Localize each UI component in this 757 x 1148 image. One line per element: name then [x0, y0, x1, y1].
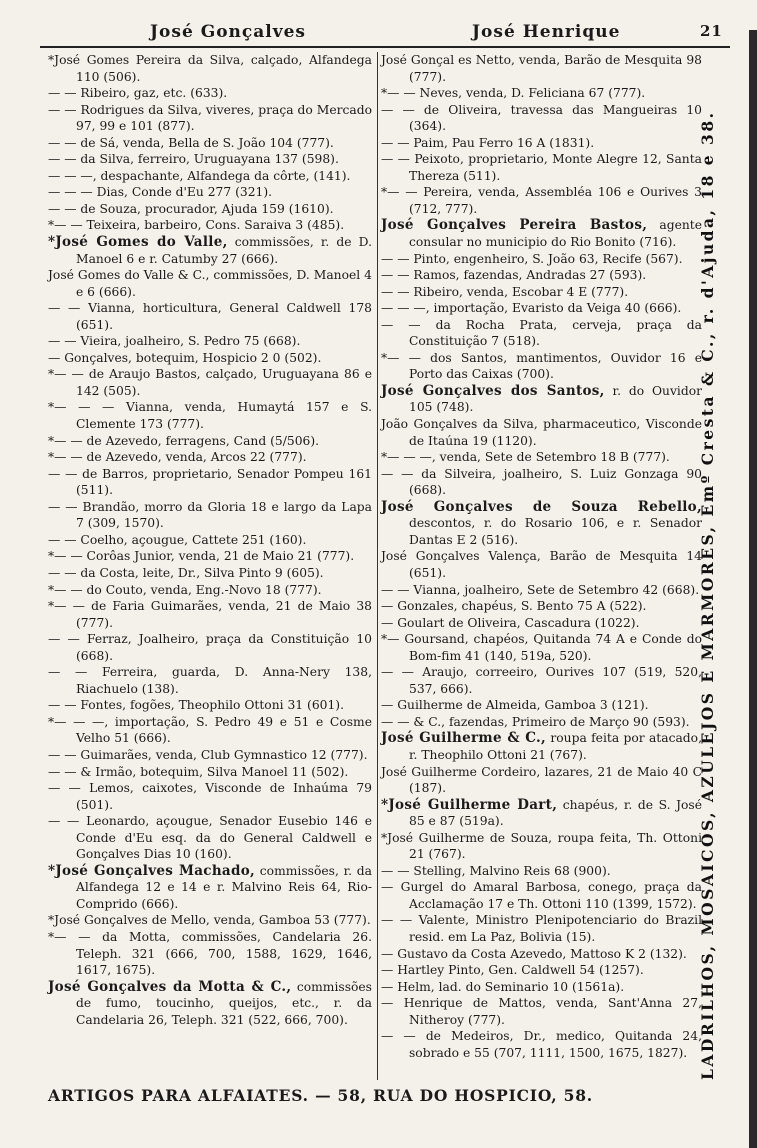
page-number: 21	[700, 22, 723, 40]
entry-text: João Gonçalves da Silva, pharmaceutico, Visconde de Itaúna 19 (1120).	[381, 417, 702, 448]
entry-text: — — Ferreira, guarda, D. Anna-Nery 138, Riachuelo (138).	[48, 665, 372, 696]
entry-text: *— — Neves, venda, D. Feliciana 67 (777).	[381, 86, 646, 101]
entry-name: José Guilherme & C.,	[381, 730, 547, 747]
directory-entry	[381, 284, 702, 301]
entry-text: — — de Barros, proprietario, Senador Pompeu 161 (511).	[48, 466, 372, 498]
directory-entry	[48, 300, 372, 333]
entry-text: — — Peixoto, proprietario, Monte Alegre 12, Santa Thereza (511).	[381, 152, 702, 183]
entry-text: *José Gonçalves de Mello, venda, Gamboa 53 (777).	[48, 913, 371, 928]
entry-text: — — & Irmão, botequim, Silva Manoel 11 (502).	[48, 764, 349, 779]
running-header-right: José Henrique	[472, 22, 621, 42]
directory-entry	[381, 598, 702, 615]
entry-text: descontos, r. do Rosario 106, e r. Senador Dantas E 2 (516).	[409, 516, 702, 547]
entry-text: *— — de Azevedo, venda, Arcos 22 (777).	[48, 450, 307, 465]
directory-entry	[48, 366, 372, 399]
entry-text: — — Stelling, Malvino Reis 68 (900).	[381, 863, 611, 878]
entry-text: José Gomes do Valle & C., commissões, D. Manoel 4 e 6 (666).	[48, 268, 372, 299]
directory-entry	[381, 879, 702, 912]
directory-entry	[381, 764, 702, 797]
entry-text: — — Vianna, horticultura, General Caldwell 178 (651).	[48, 301, 372, 332]
directory-entry	[48, 433, 372, 450]
entry-text: *— — — Vianna, venda, Humaytá 157 e S. Clemente 173 (777).	[48, 400, 372, 432]
directory-entry	[381, 383, 702, 416]
column-divider	[377, 52, 378, 1080]
directory-entry	[48, 151, 372, 168]
entry-text: r. do Ouvidor 105 (748).	[409, 383, 702, 415]
entry-name: *José Guilherme Dart,	[381, 796, 558, 813]
sidebar-advertisement: LADRILHOS, MOSAICOS, AZULEJOS E MARMORES, Emº Cresta & C., r. d'Ajuda, 18 e 38.	[698, 110, 717, 1080]
entry-text: — — Vianna, joalheiro, Sete de Setembro 42 (668).	[381, 582, 700, 597]
entry-text: — — Ferraz, Joalheiro, praça da Constituição 10 (668).	[48, 632, 372, 663]
directory-entry	[48, 267, 372, 300]
directory-entry	[381, 979, 702, 996]
directory-entry	[48, 201, 372, 218]
entry-text: — — Brandão, morro da Gloria 18 e largo da Lapa 7 (309, 1570).	[48, 499, 372, 531]
directory-entry	[381, 830, 702, 863]
directory-entry	[381, 863, 702, 880]
entry-text: — — Vieira, joalheiro, S. Pedro 75 (668).	[48, 334, 301, 349]
directory-entry	[48, 598, 372, 631]
entry-text: — — Pinto, engenheiro, S. João 63, Recife (567).	[381, 251, 683, 266]
left-column	[48, 52, 372, 1028]
directory-entry	[381, 267, 702, 284]
directory-entry	[48, 979, 372, 1029]
directory-entry	[48, 184, 372, 201]
directory-entry	[381, 350, 702, 383]
entry-name: *José Gonçalves Machado,	[48, 862, 256, 879]
directory-entry	[381, 449, 702, 466]
directory-entry	[381, 995, 702, 1028]
entry-name: José Gonçalves Pereira Bastos,	[381, 217, 648, 234]
directory-entry	[381, 151, 702, 184]
entry-text: — — de Souza, procurador, Ajuda 159 (1610).	[48, 201, 334, 216]
entry-text: — — Fontes, fogões, Theophilo Ottoni 31 (601).	[48, 698, 345, 713]
directory-entry	[381, 912, 702, 945]
directory-entry	[48, 764, 372, 781]
entry-text: *— Goursand, chapéos, Quitanda 74 A e Conde do Bom-fim 41 (140, 519a, 520).	[381, 632, 702, 663]
entry-text: agente consular no municipio do Rio Bonito (716).	[409, 218, 702, 250]
directory-entry	[381, 946, 702, 963]
entry-text: *— — de Faria Guimarães, venda, 21 de Maio 38 (777).	[48, 599, 372, 630]
directory-entry	[381, 251, 702, 268]
header-rule	[40, 46, 730, 48]
directory-entry	[48, 912, 372, 929]
directory-entry	[381, 697, 702, 714]
directory-entry	[381, 102, 702, 135]
entry-text: — — Ribeiro, gaz, etc. (633).	[48, 86, 228, 101]
directory-entry	[381, 615, 702, 632]
entry-text: *— — Teixeira, barbeiro, Cons. Saraiva 3 (485).	[48, 218, 345, 233]
entry-text: — — Guimarães, venda, Club Gymnastico 12 (777).	[48, 747, 368, 762]
directory-entry	[381, 217, 702, 250]
entry-text: *— — de Azevedo, ferragens, Cand (5/506).	[48, 433, 320, 448]
directory-entry	[48, 565, 372, 582]
directory-entry	[381, 416, 702, 449]
entry-text: roupa feita por atacado, r. Theophilo Ottoni 21 (767).	[409, 731, 702, 762]
entry-text: — Gustavo da Costa Azevedo, Mattoso K 2 (132).	[381, 946, 687, 961]
directory-entry	[381, 85, 702, 102]
directory-entry	[381, 300, 702, 317]
directory-entry	[48, 813, 372, 863]
entry-name: José Gonçalves de Souza Rebello,	[381, 498, 702, 515]
entry-text: — — —, despachante, Alfandega da côrte, (141).	[48, 168, 351, 183]
footer-advertisement: ARTIGOS PARA ALFAIATES. — 58, RUA DO HOSPICIO, 58.	[48, 1086, 593, 1105]
entry-text: — — Ramos, fazendas, Andradas 27 (593).	[381, 268, 647, 283]
directory-entry	[381, 797, 702, 830]
directory-entry	[48, 780, 372, 813]
entry-text: — — Araujo, correeiro, Ourives 107 (519, 520, 537, 666).	[381, 665, 702, 696]
directory-entry	[48, 234, 372, 267]
entry-text: *— — dos Santos, mantimentos, Ouvidor 16 e Porto das Caixas (700).	[381, 350, 702, 382]
entry-text: commissões de fumo, toucinho, queijos, etc., r. da Candelaria 26, Teleph. 321 (522, 666, 700).	[76, 979, 372, 1027]
entry-text: commissões, r. da Alfandega 12 e 14 e r. Malvino Reis 64, Rio-Comprido (666).	[76, 863, 372, 911]
entry-text: — — da Silva, ferreiro, Uruguayana 137 (598).	[48, 152, 339, 167]
entry-text: — — Lemos, caixotes, Visconde de Inhaúma 79 (501).	[48, 781, 372, 812]
entry-text: — — Ribeiro, venda, Escobar 4 E (777).	[381, 284, 629, 299]
directory-entry	[381, 52, 702, 85]
entry-text: — Gonçalves, botequim, Hospicio 2 0 (502).	[48, 350, 322, 365]
entry-text: *— — —, importação, S. Pedro 49 e 51 e Cosme Velho 51 (666).	[48, 714, 372, 746]
directory-entry	[48, 466, 372, 499]
entry-name: José Gonçalves da Motta & C.,	[48, 978, 292, 995]
directory-entry	[381, 184, 702, 217]
directory-entry	[48, 631, 372, 664]
directory-entry	[48, 102, 372, 135]
directory-entry	[48, 52, 372, 85]
directory-entry	[381, 466, 702, 499]
directory-entry	[48, 499, 372, 532]
entry-text: — — Coelho, açougue, Cattete 251 (160).	[48, 532, 307, 547]
entry-text: José Gonçal es Netto, venda, Barão de Mesquita 98 (777).	[381, 53, 702, 84]
directory-entry	[381, 548, 702, 581]
entry-text: commissões, r. de D. Manoel 6 e r. Catumby 27 (666).	[76, 235, 372, 266]
entry-text: *— — de Araujo Bastos, calçado, Uruguayana 86 e 142 (505).	[48, 367, 372, 398]
entry-text: *— — —, venda, Sete de Setembro 18 B (777).	[381, 450, 670, 465]
directory-entry	[48, 399, 372, 432]
directory-entry	[48, 697, 372, 714]
entry-text: — Goulart de Oliveira, Cascadura (1022).	[381, 615, 640, 630]
page-edge	[749, 30, 757, 1148]
directory-entry	[48, 863, 372, 913]
entry-text: *— — Corôas Junior, venda, 21 de Maio 21 (777).	[48, 549, 355, 564]
directory-entry	[381, 582, 702, 599]
directory-entry	[48, 168, 372, 185]
entry-text: — — de Medeiros, Dr., medico, Quitanda 24, sobrado e 55 (707, 1111, 1500, 1675, 1827).	[381, 1029, 702, 1060]
directory-entry	[381, 499, 702, 549]
entry-text: — — Valente, Ministro Plenipotenciario do Brazil resid. em La Paz, Bolivia (15).	[381, 913, 702, 944]
entry-text: — — da Rocha Prata, cerveja, praça da Constituição 7 (518).	[381, 317, 702, 349]
directory-entry	[381, 631, 702, 664]
entry-text: — — Leonardo, açougue, Senador Eusebio 146 e Conde d'Eu esq. da do General Caldwell e Gonçalves Dias 10 (160).	[48, 814, 372, 862]
entry-text: — — da Silveira, joalheiro, S. Luiz Gonzaga 90 (668).	[381, 466, 702, 498]
directory-entry	[48, 664, 372, 697]
directory-entry	[48, 85, 372, 102]
entry-text: chapéus, r. de S. José 85 e 87 (519a).	[409, 797, 702, 829]
entry-text: — — —, importação, Evaristo da Veiga 40 (666).	[381, 301, 682, 316]
entry-text: — — de Sá, venda, Bella de S. João 104 (777).	[48, 135, 334, 150]
entry-text: — — Paim, Pau Ferro 16 A (1831).	[381, 135, 595, 150]
entry-text: José Gonçalves Valença, Barão de Mesquita 14 (651).	[381, 549, 702, 580]
directory-entry	[48, 449, 372, 466]
entry-text: *— — Pereira, venda, Assembléa 106 e Ourives 3 (712, 777).	[381, 185, 702, 216]
entry-text: — — da Costa, leite, Dr., Silva Pinto 9 (605).	[48, 565, 324, 580]
directory-entry	[381, 664, 702, 697]
entry-text: — — de Oliveira, travessa das Mangueiras 10 (364).	[381, 102, 702, 134]
entry-text: *— — da Motta, commissões, Candelaria 26. Teleph. 321 (666, 700, 1588, 1629, 1646, 1617, 1675).	[48, 929, 372, 978]
entry-text: — — — Dias, Conde d'Eu 277 (321).	[48, 185, 273, 200]
entry-text: — Guilherme de Almeida, Gamboa 3 (121).	[381, 698, 649, 713]
entry-text: — Gurgel do Amaral Barbosa, conego, praça da Acclamação 17 e Th. Ottoni 110 (1399, 1572).	[381, 880, 702, 911]
running-header-left: José Gonçalves	[150, 22, 306, 42]
directory-entry	[48, 217, 372, 234]
entry-text: — — Rodrigues da Silva, viveres, praça do Mercado 97, 99 e 101 (877).	[48, 102, 372, 134]
directory-entry	[48, 747, 372, 764]
directory-entry	[48, 135, 372, 152]
entry-text: — — & C., fazendas, Primeiro de Março 90 (593).	[381, 714, 690, 729]
entry-text: — Hartley Pinto, Gen. Caldwell 54 (1257).	[381, 963, 644, 978]
directory-entry	[381, 317, 702, 350]
entry-name: *José Gomes do Valle,	[48, 234, 228, 251]
directory-entry	[48, 714, 372, 747]
directory-entry	[48, 582, 372, 599]
directory-entry	[48, 350, 372, 367]
right-column	[381, 52, 702, 1061]
directory-entry	[48, 929, 372, 979]
entry-text: *José Gomes Pereira da Silva, calçado, Alfandega 110 (506).	[48, 53, 372, 84]
entry-text: — Helm, lad. do Seminario 10 (1561a).	[381, 979, 625, 994]
entry-text: José Guilherme Cordeiro, lazares, 21 de Maio 40 C (187).	[381, 764, 702, 796]
entry-text: — Henrique de Mattos, venda, Sant'Anna 27, Nitheroy (777).	[381, 996, 702, 1027]
directory-entry	[381, 730, 702, 763]
directory-entry	[48, 333, 372, 350]
entry-text: *José Guilherme de Souza, roupa feita, Th. Ottoni 21 (767).	[381, 830, 702, 862]
entry-text: *— — do Couto, venda, Eng.-Novo 18 (777).	[48, 582, 322, 597]
directory-entry	[381, 962, 702, 979]
directory-entry	[48, 548, 372, 565]
directory-entry	[381, 135, 702, 152]
entry-text: — Gonzales, chapéus, S. Bento 75 A (522).	[381, 599, 647, 614]
directory-entry	[381, 714, 702, 731]
entry-name: José Gonçalves dos Santos,	[381, 382, 605, 399]
directory-entry	[48, 532, 372, 549]
directory-entry	[381, 1028, 702, 1061]
